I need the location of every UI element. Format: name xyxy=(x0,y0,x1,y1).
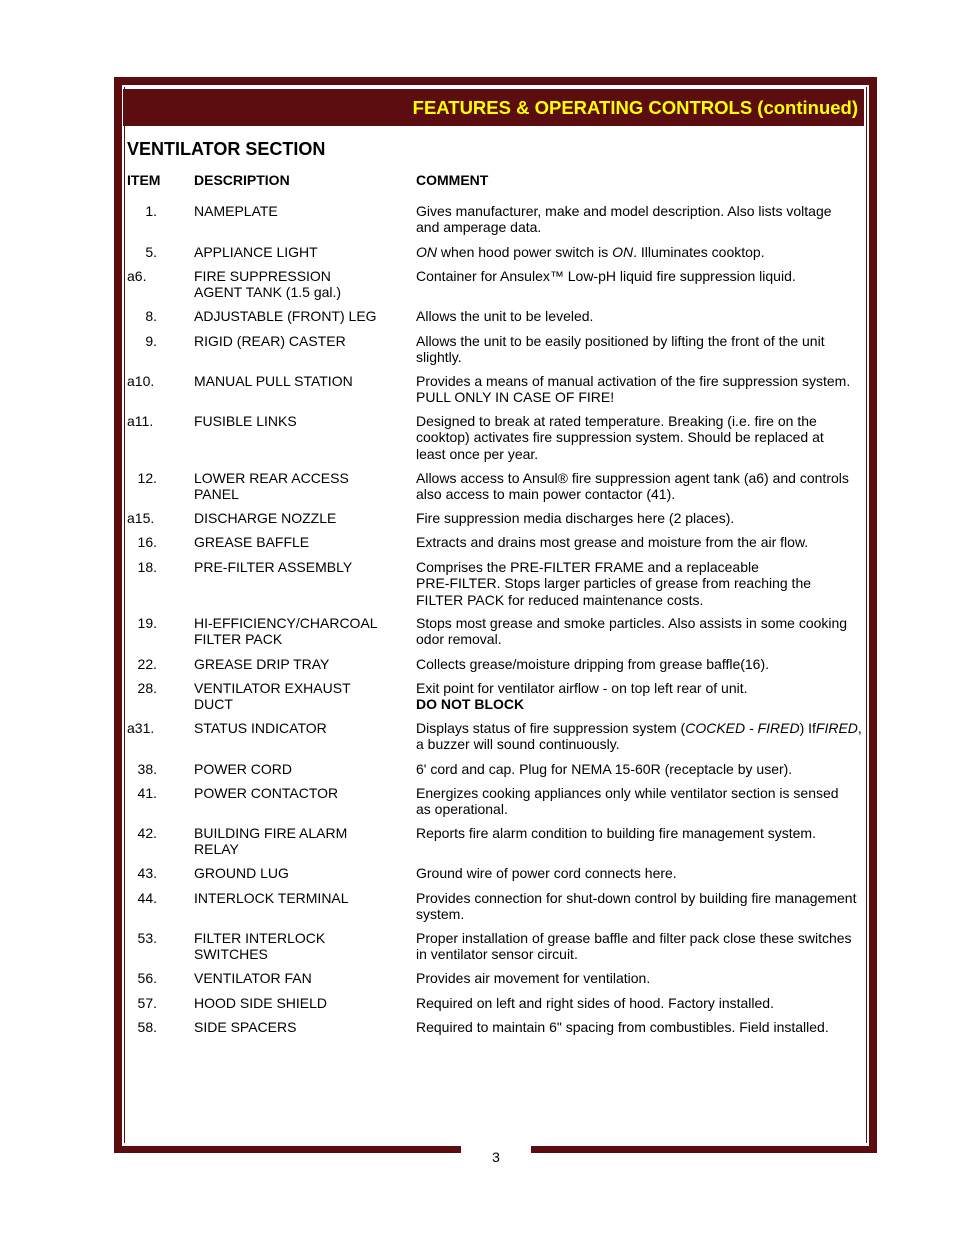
frame-border-left xyxy=(114,77,122,1153)
row-description xyxy=(194,268,399,301)
description-line: GREASE DRIP TRAY xyxy=(194,656,330,672)
row-item-number: 12. xyxy=(137,470,157,486)
row-comment xyxy=(416,615,864,648)
banner-title: FEATURES & OPERATING CONTROLS (continued) xyxy=(412,96,858,118)
row-comment xyxy=(416,333,864,366)
description-line: RIGID (REAR) CASTER xyxy=(194,333,346,349)
comment-line: system. xyxy=(416,906,465,923)
comment-line: Ground wire of power cord connects here. xyxy=(416,865,677,881)
row-item-number: 5. xyxy=(145,244,157,260)
row-comment xyxy=(416,268,864,284)
row-description xyxy=(194,203,399,219)
row-comment xyxy=(416,785,864,818)
row-comment xyxy=(416,930,864,963)
comment-line: Fire suppression media discharges here (2 places). xyxy=(416,510,735,526)
comment-fragment: ON xyxy=(612,244,634,260)
frame-border-bottom-right xyxy=(531,1146,877,1153)
description-line: APPLIANCE LIGHT xyxy=(194,244,318,260)
row-comment xyxy=(416,1019,864,1035)
row-item-number: a11. xyxy=(127,413,154,429)
comment-line: Provides a means of manual activation of the fire suppression system. xyxy=(416,373,851,389)
row-description xyxy=(194,865,399,881)
description-line: POWER CONTACTOR xyxy=(194,785,339,801)
row-item-number: 19. xyxy=(137,615,157,631)
row-comment xyxy=(416,373,864,406)
row-comment xyxy=(416,680,864,713)
description-line: FIRE SUPPRESSION xyxy=(194,268,331,284)
comment-line: also access to main power contactor (41). xyxy=(416,486,676,503)
description-line: DISCHARGE NOZZLE xyxy=(194,510,337,526)
row-comment xyxy=(416,890,864,923)
comment-fragment: ON xyxy=(416,244,437,260)
comment-line: slightly. xyxy=(416,349,462,366)
row-description xyxy=(194,970,399,986)
comment-fragment: COCKED - FIRED xyxy=(685,720,800,736)
row-item-number: 22. xyxy=(137,656,157,672)
row-comment xyxy=(416,970,864,986)
description-line: SIDE SPACERS xyxy=(194,1019,297,1035)
row-comment xyxy=(416,656,864,672)
row-comment xyxy=(416,825,864,841)
comment-warning: DO NOT BLOCK xyxy=(416,696,525,713)
column-header-description: DESCRIPTION xyxy=(194,172,290,188)
description-line: ADJUSTABLE (FRONT) LEG xyxy=(194,308,377,324)
row-item-number: a10. xyxy=(127,373,155,389)
description-line: POWER CORD xyxy=(194,761,292,777)
row-description xyxy=(194,720,399,736)
page-number: 3 xyxy=(492,1149,500,1165)
row-description xyxy=(194,615,399,648)
row-item-number: a15. xyxy=(127,510,155,526)
comment-line: Collects grease/moisture dripping from grease baffle(16). xyxy=(416,656,770,672)
description-line: HOOD SIDE SHIELD xyxy=(194,995,328,1011)
description-line: BUILDING FIRE ALARM xyxy=(194,825,348,841)
comment-line: odor removal. xyxy=(416,631,502,648)
row-description xyxy=(194,785,399,801)
comment-line: Gives manufacturer, make and model description. Also lists voltage xyxy=(416,203,832,219)
comment-line: Container for Ansulex™ Low-pH liquid fire suppression liquid. xyxy=(416,268,796,284)
frame-border-top xyxy=(114,77,877,85)
description-line: HI-EFFICIENCY/CHARCOAL xyxy=(194,615,378,631)
description-line: NAMEPLATE xyxy=(194,203,278,219)
section-title: VENTILATOR SECTION xyxy=(127,139,326,159)
row-description xyxy=(194,534,399,550)
row-comment xyxy=(416,559,864,608)
row-description xyxy=(194,308,399,324)
row-item-number: 56. xyxy=(137,970,157,986)
frame-inner-line-left xyxy=(124,87,125,1143)
frame-border-right xyxy=(869,77,877,1153)
row-description xyxy=(194,930,399,963)
description-line: RELAY xyxy=(194,841,239,858)
row-item-number: 1. xyxy=(145,203,157,219)
row-item-number: 44. xyxy=(137,890,157,906)
description-line: GREASE BAFFLE xyxy=(194,534,310,550)
row-description xyxy=(194,470,399,503)
row-comment xyxy=(416,203,864,236)
row-comment xyxy=(416,995,864,1011)
comment-line: 6' cord and cap. Plug for NEMA 15-60R (receptacle by user). xyxy=(416,761,793,777)
description-line: FILTER PACK xyxy=(194,631,283,648)
description-line: VENTILATOR EXHAUST xyxy=(194,680,351,696)
row-comment xyxy=(416,720,864,753)
row-item-number: 43. xyxy=(137,865,157,881)
comment-line: Stops most grease and smoke particles. Also assists in some cooking xyxy=(416,615,848,631)
row-comment xyxy=(416,244,864,260)
row-description xyxy=(194,333,399,349)
comment-line: Proper installation of grease baffle and filter pack close these switches xyxy=(416,930,852,946)
description-line: AGENT TANK (1.5 gal.) xyxy=(194,284,342,301)
row-description xyxy=(194,680,399,713)
description-line: SWITCHES xyxy=(194,946,268,963)
comment-line: Exit point for ventilator airflow - on top left rear of unit. xyxy=(416,680,748,696)
description-line: VENTILATOR FAN xyxy=(194,970,312,986)
row-description xyxy=(194,656,399,672)
column-header-comment: COMMENT xyxy=(416,172,489,188)
row-description xyxy=(194,890,399,906)
row-item-number: a31. xyxy=(127,720,155,736)
row-description xyxy=(194,244,399,260)
column-header-item: ITEM xyxy=(127,172,161,188)
row-comment xyxy=(416,413,864,462)
comment-fragment: , a buzzer will sound continuously. xyxy=(416,720,862,753)
comment-line: and amperage data. xyxy=(416,219,542,236)
row-comment xyxy=(416,510,864,526)
row-item-number: 42. xyxy=(137,825,157,841)
comment-fragment: Displays status of fire suppression system ( xyxy=(416,720,686,736)
comment-line: Allows the unit to be leveled. xyxy=(416,308,594,324)
row-comment xyxy=(416,534,864,550)
row-item-number: 41. xyxy=(137,785,157,801)
row-comment xyxy=(416,470,864,503)
description-line: INTERLOCK TERMINAL xyxy=(194,890,349,906)
row-item-number: a6. xyxy=(127,268,147,284)
comment-line: cooktop) activates fire suppression system. Should be replaced at xyxy=(416,429,824,446)
row-item-number: 57. xyxy=(137,995,157,1011)
comment-fragment: FIRED xyxy=(815,720,858,736)
description-line: PRE-FILTER ASSEMBLY xyxy=(194,559,353,575)
row-comment xyxy=(416,308,864,324)
row-item-number: 9. xyxy=(145,333,157,349)
comment-line: Designed to break at rated temperature. Breaking (i.e. fire on the xyxy=(416,413,817,429)
row-comment xyxy=(416,761,864,777)
comment-line: FILTER PACK for reduced maintenance costs. xyxy=(416,591,704,608)
comment-line: PRE-FILTER. Stops larger particles of grease from reaching the xyxy=(416,575,812,592)
comment-line: Provides connection for shut-down control by building fire management xyxy=(416,890,857,906)
header-banner xyxy=(123,89,864,126)
row-item-number: 38. xyxy=(137,761,157,777)
row-item-number: 28. xyxy=(137,680,157,696)
comment-fragment: . Illuminates cooktop. xyxy=(633,244,765,260)
comment-line: Reports fire alarm condition to building fire management system. xyxy=(416,825,816,841)
comment-fragment: when hood power switch is xyxy=(437,244,613,260)
row-description xyxy=(194,510,399,526)
description-line: FILTER INTERLOCK xyxy=(194,930,326,946)
comment-line: Extracts and drains most grease and moisture from the air flow. xyxy=(416,534,809,550)
row-description xyxy=(194,1019,399,1035)
row-item-number: 16. xyxy=(137,534,157,550)
comment-line: PULL ONLY IN CASE OF FIRE! xyxy=(416,389,615,406)
description-line: STATUS INDICATOR xyxy=(194,720,327,736)
comment-line: as operational. xyxy=(416,801,508,818)
comment-line: Allows access to Ansul® fire suppression agent tank (a6) and controls xyxy=(416,470,849,486)
row-item-number: 58. xyxy=(137,1019,157,1035)
comment-line: Energizes cooking appliances only while ventilator section is sensed xyxy=(416,785,839,801)
frame-inner-line-right xyxy=(866,87,867,1143)
row-description xyxy=(194,761,399,777)
row-description xyxy=(194,373,399,389)
row-description xyxy=(194,825,399,858)
row-description xyxy=(194,559,399,575)
comment-line: Required to maintain 6" spacing from combustibles. Field installed. xyxy=(416,1019,829,1035)
row-description xyxy=(194,413,399,429)
comment-line: Allows the unit to be easily positioned by lifting the front of the unit xyxy=(416,333,825,349)
comment-line: Comprises the PRE-FILTER FRAME and a replaceable xyxy=(416,559,759,575)
comment-line: in ventilator sensor circuit. xyxy=(416,946,578,963)
row-description xyxy=(194,995,399,1011)
frame-border-bottom-left xyxy=(114,1146,461,1153)
comment-line: Required on left and right sides of hood. Factory installed. xyxy=(416,995,774,1011)
description-line: FUSIBLE LINKS xyxy=(194,413,297,429)
comment-line: Provides air movement for ventilation. xyxy=(416,970,651,986)
description-line: GROUND LUG xyxy=(194,865,289,881)
description-line: DUCT xyxy=(194,696,233,713)
comment-line: least once per year. xyxy=(416,445,539,462)
comment-fragment: ) If xyxy=(799,720,816,736)
row-comment xyxy=(416,865,864,881)
row-item-number: 18. xyxy=(137,559,157,575)
row-item-number: 8. xyxy=(145,308,157,324)
row-item-number: 53. xyxy=(137,930,157,946)
description-line: PANEL xyxy=(194,486,239,503)
description-line: LOWER REAR ACCESS xyxy=(194,470,349,486)
description-line: MANUAL PULL STATION xyxy=(194,373,353,389)
